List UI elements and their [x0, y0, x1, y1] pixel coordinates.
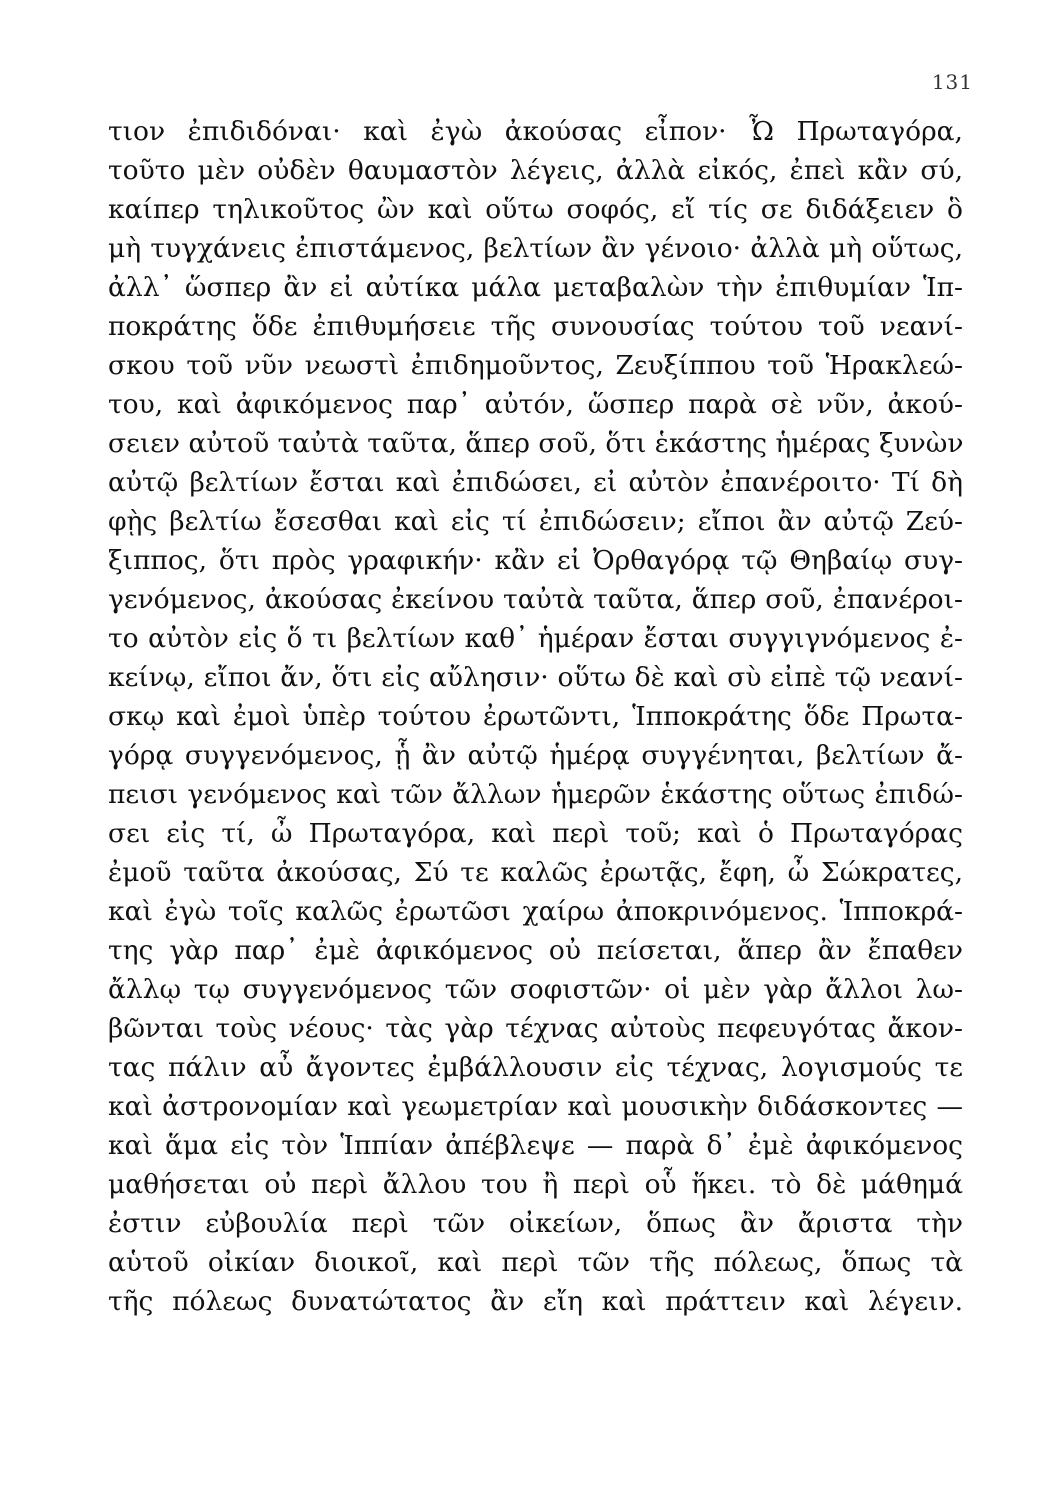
text-line: το αὐτὸν εἰς ὅ τι βελτίων καθ᾽ ἡμέραν ἔσται συγγιγνόμενος ἐ-: [108, 623, 963, 654]
text-line: ἐμοῦ ταῦτα ἀκούσας, Σύ τε καλῶς ἐρωτᾷς, ἔφη, ὦ Σώκρατες,: [108, 857, 963, 888]
text-line: βῶνται τοὺς νέους· τὰς γὰρ τέχνας αὐτοὺς πεφευγότας ἄκον-: [108, 1013, 963, 1044]
text-line: γόρᾳ συγγενόμενος, ᾗ ἂν αὐτῷ ἡμέρᾳ συγγένηται, βελτίων ἄ-: [108, 740, 963, 771]
page-number: 131: [931, 70, 973, 94]
text-line: ἐστιν εὐβουλία περὶ τῶν οἰκείων, ὅπως ἂν ἄριστα τὴν: [108, 1208, 963, 1239]
text-line: τιον ἐπιδιδόναι· καὶ ἐγὼ ἀκούσας εἶπον· Ὦ Πρωταγόρα,: [108, 116, 963, 147]
text-line: καὶ ἀστρονομίαν καὶ γεωμετρίαν καὶ μουσικὴν διδάσκοντες —: [108, 1091, 963, 1122]
text-line: γενόμενος, ἀκούσας ἐκείνου ταὐτὰ ταῦτα, ἅπερ σοῦ, ἐπανέροι-: [108, 584, 963, 615]
text-line: αὐτῷ βελτίων ἔσται καὶ ἐπιδώσει, εἰ αὐτὸν ἐπανέροιτο· Τί δὴ: [108, 467, 963, 498]
text-line: σειεν αὐτοῦ ταὐτὰ ταῦτα, ἅπερ σοῦ, ὅτι ἑκάστης ἡμέρας ξυνὼν: [108, 428, 963, 459]
body-text: [108, 112, 963, 1321]
text-line: ἄλλῳ τῳ συγγενόμενος τῶν σοφιστῶν· οἱ μὲν γὰρ ἄλλοι λω-: [108, 974, 963, 1005]
text-line: σκῳ καὶ ἐμοὶ ὑπὲρ τούτου ἐρωτῶντι, Ἱπποκράτης ὅδε Πρωτα-: [108, 701, 963, 732]
text-line: κείνῳ, εἴποι ἄν, ὅτι εἰς αὔλησιν· οὕτω δὲ καὶ σὺ εἰπὲ τῷ νεανί-: [108, 662, 963, 693]
text-line: καίπερ τηλικοῦτος ὢν καὶ οὕτω σοφός, εἴ τίς σε διδάξειεν ὃ: [108, 194, 963, 225]
text-line: τας πάλιν αὖ ἄγοντες ἐμβάλλουσιν εἰς τέχνας, λογισμούς τε: [108, 1052, 963, 1083]
text-line: ποκράτης ὅδε ἐπιθυμήσειε τῆς συνουσίας τούτου τοῦ νεανί-: [108, 311, 963, 342]
text-line: πεισι γενόμενος καὶ τῶν ἄλλων ἡμερῶν ἑκάστης οὕτως ἐπιδώ-: [108, 779, 963, 810]
text-line: του, καὶ ἀφικόμενος παρ᾽ αὐτόν, ὥσπερ παρὰ σὲ νῦν, ἀκού-: [108, 389, 963, 420]
text-line: καὶ ἐγὼ τοῖς καλῶς ἐρωτῶσι χαίρω ἀποκρινόμενος. Ἱπποκρά-: [108, 896, 963, 927]
text-line: καὶ ἅμα εἰς τὸν Ἱππίαν ἀπέβλεψε — παρὰ δ᾽ ἐμὲ ἀφικόμενος: [108, 1130, 963, 1161]
text-line: τῆς πόλεως δυνατώτατος ἂν εἴη καὶ πράττειν καὶ λέγειν.: [108, 1286, 963, 1317]
text-line: ἀλλ᾽ ὥσπερ ἂν εἰ αὐτίκα μάλα μεταβαλὼν τὴν ἐπιθυμίαν Ἱπ-: [108, 272, 963, 303]
text-line: σκου τοῦ νῦν νεωστὶ ἐπιδημοῦντος, Ζευξίππου τοῦ Ἡρακλεώ-: [108, 350, 963, 381]
text-line: αὑτοῦ οἰκίαν διοικοῖ, καὶ περὶ τῶν τῆς πόλεως, ὅπως τὰ: [108, 1247, 963, 1278]
text-line: μαθήσεται οὐ περὶ ἄλλου του ἢ περὶ οὗ ἥκει. τὸ δὲ μάθημά: [108, 1169, 963, 1200]
text-line: ξιππος, ὅτι πρὸς γραφικήν· κἂν εἰ Ὀρθαγόρᾳ τῷ Θηβαίῳ συγ-: [108, 545, 963, 576]
text-line: σει εἰς τί, ὦ Πρωταγόρα, καὶ περὶ τοῦ; καὶ ὁ Πρωταγόρας: [108, 818, 963, 849]
text-line: τοῦτο μὲν οὐδὲν θαυμαστὸν λέγεις, ἀλλὰ εἰκός, ἐπεὶ κἂν σύ,: [108, 155, 963, 186]
text-line: της γὰρ παρ᾽ ἐμὲ ἀφικόμενος οὐ πείσεται, ἅπερ ἂν ἔπαθεν: [108, 935, 963, 966]
text-line: μὴ τυγχάνεις ἐπιστάμενος, βελτίων ἂν γένοιο· ἀλλὰ μὴ οὕτως,: [108, 233, 963, 264]
text-line: φῂς βελτίω ἔσεσθαι καὶ εἰς τί ἐπιδώσειν; εἴποι ἂν αὐτῷ Ζεύ-: [108, 506, 963, 537]
